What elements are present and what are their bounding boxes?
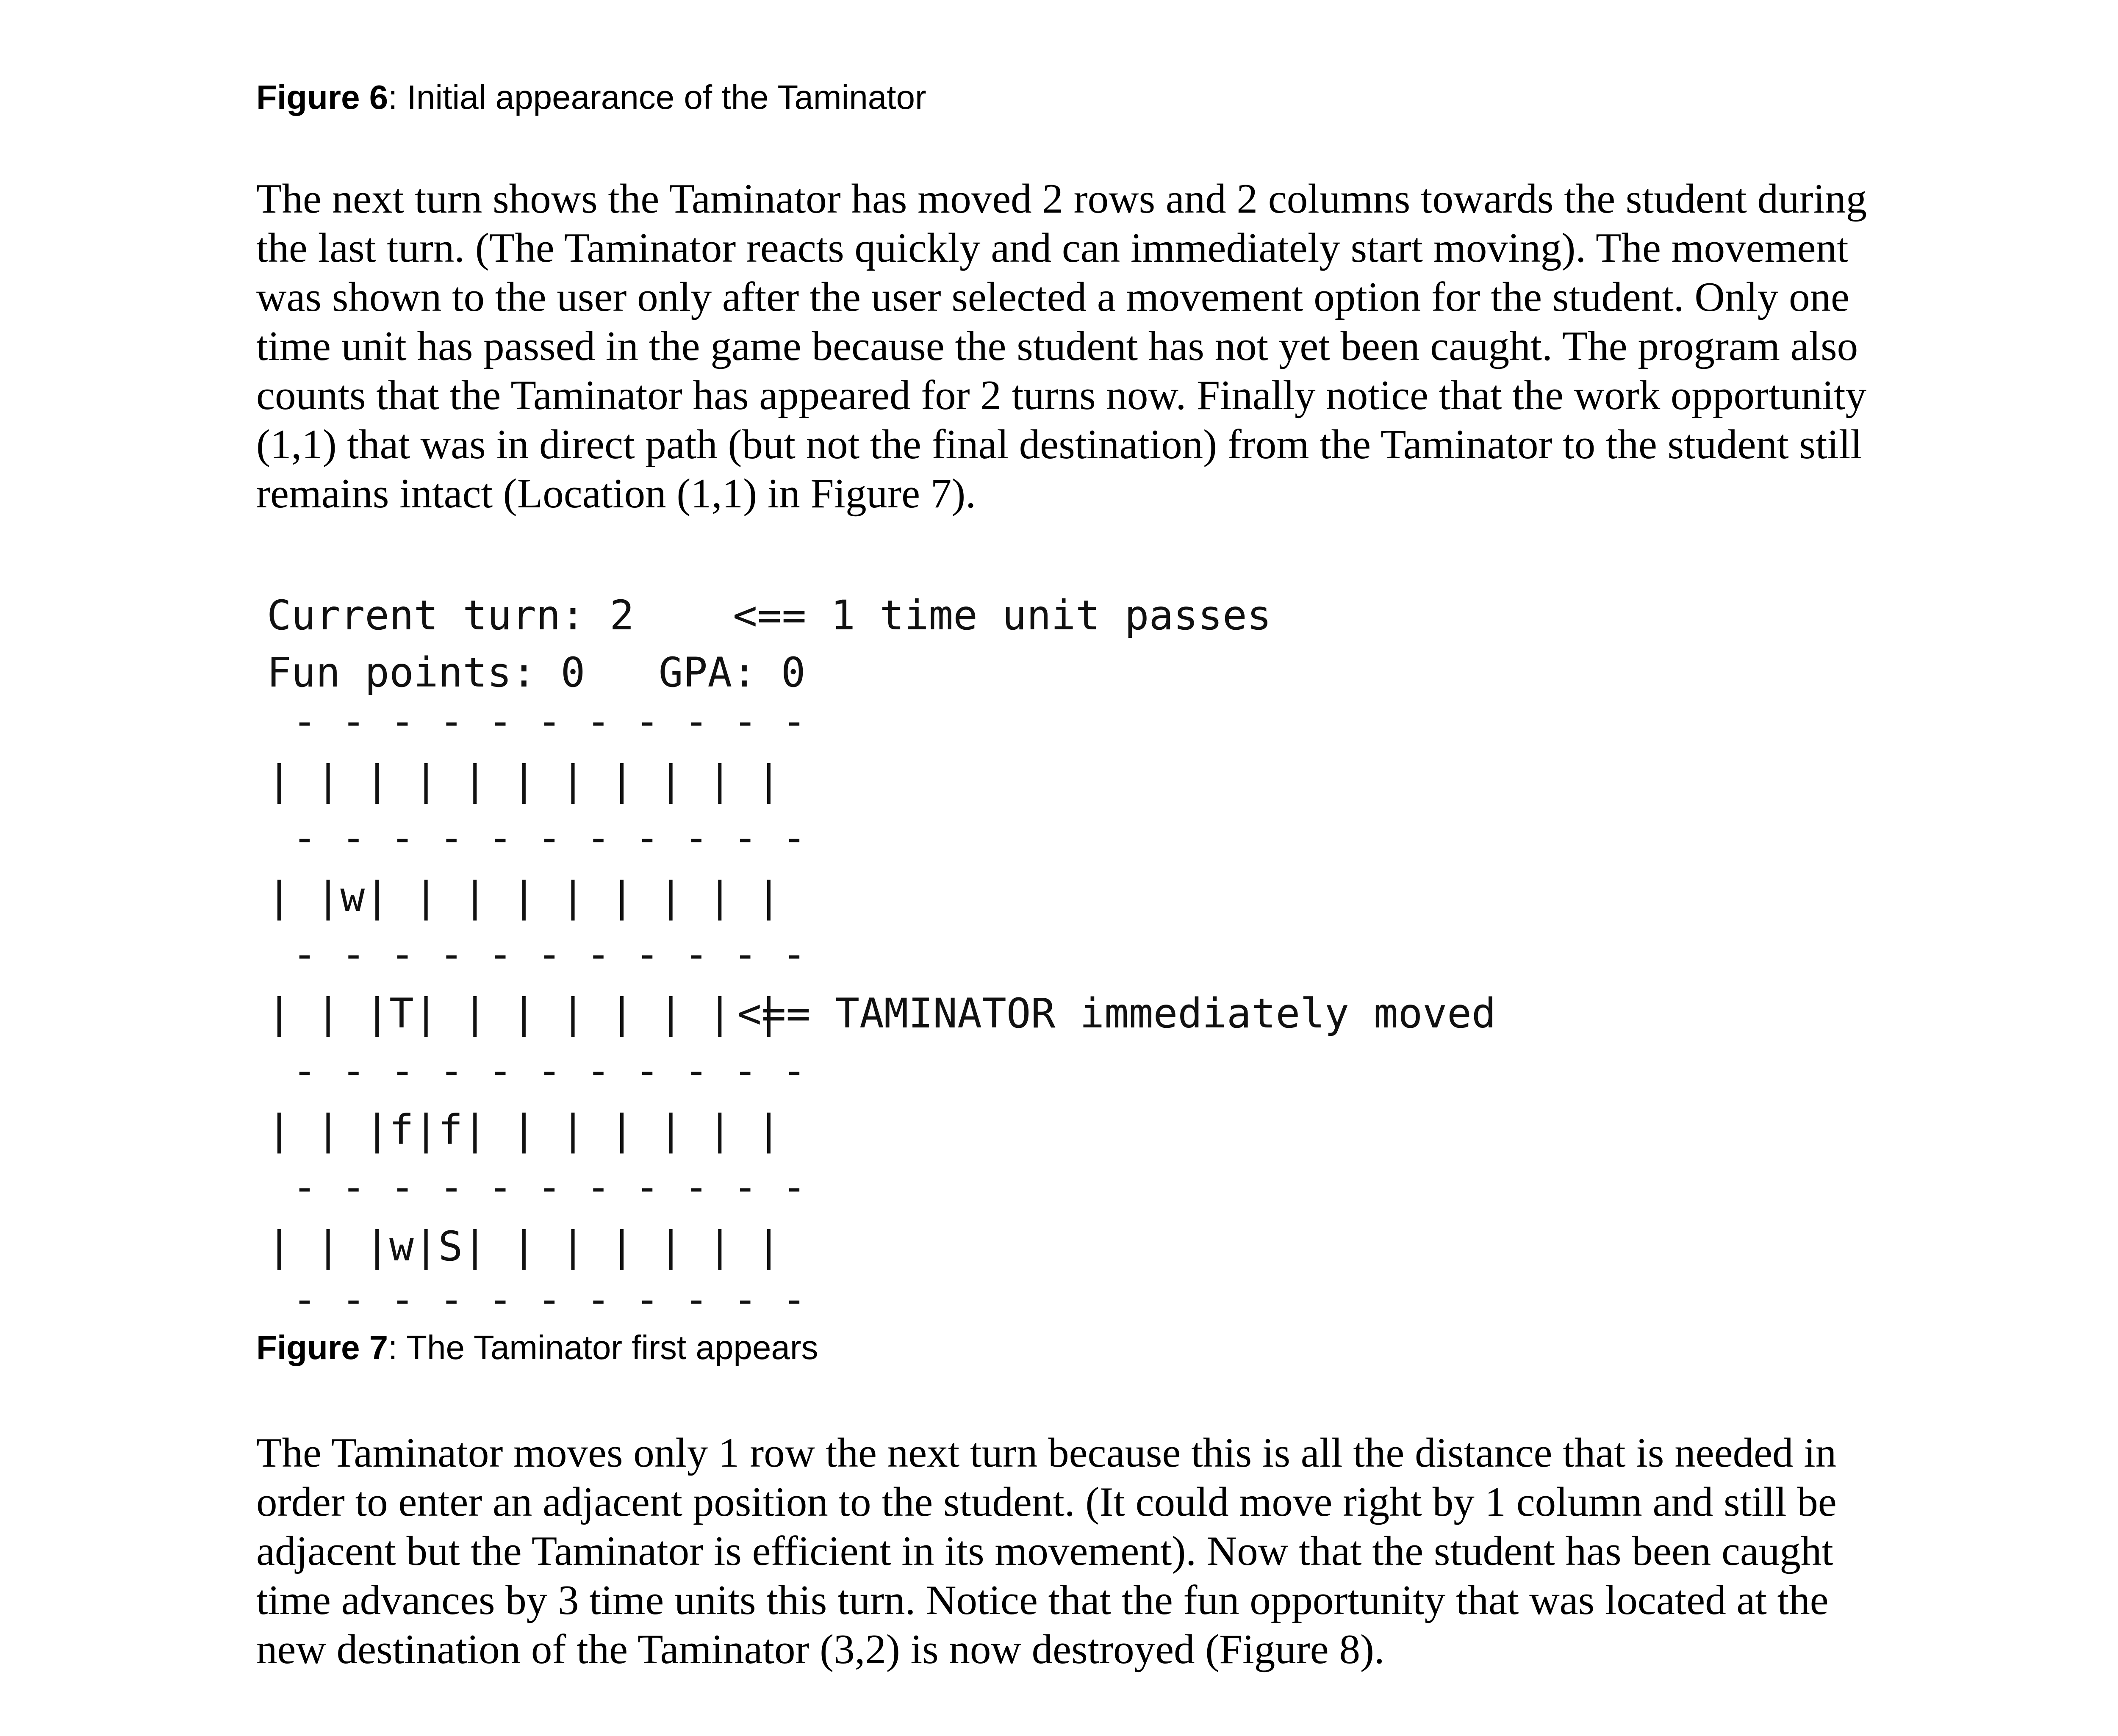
paragraph-line: The next turn shows the Taminator has moved 2 rows and 2 columns towards the student during <box>256 176 1867 222</box>
paragraph-line: counts that the Taminator has appeared for 2 turns now. Finally notice that the work opportunity <box>256 372 1866 418</box>
grid-separator: - - - - - - - - - - - <box>292 814 807 861</box>
grid-separator: - - - - - - - - - - - <box>292 1047 807 1094</box>
grid-row-1: | |w| | | | | | | | | <box>267 873 781 921</box>
paragraph-taminator-moved <box>256 174 1867 518</box>
grid-separator: - - - - - - - - - - - <box>292 930 807 978</box>
figure-7-text: : The Taminator first appears <box>388 1329 818 1366</box>
paragraph-line: the last turn. (The Taminator reacts quickly and can immediately start moving). The movement <box>256 225 1849 271</box>
paragraph-line: (1,1) that was in direct path (but not the final destination) from the Taminator to the student still <box>256 421 1862 468</box>
figure-6-text: : Initial appearance of the Taminator <box>388 78 926 116</box>
paragraph-line: remains intact (Location (1,1) in Figure 7). <box>256 471 976 517</box>
current-turn-line: Current turn: 2 <box>267 592 634 639</box>
figure-7-caption <box>256 1331 818 1365</box>
paragraph-line: order to enter an adjacent position to the student. (It could move right by 1 column and still be <box>256 1479 1837 1525</box>
paragraph-line: new destination of the Taminator (3,2) is now destroyed (Figure 8). <box>256 1626 1385 1672</box>
paragraph-line: was shown to the user only after the user selected a movement option for the student. Only one <box>256 274 1850 320</box>
grid-separator: - - - - - - - - - - - <box>292 1276 807 1323</box>
paragraph-line: The Taminator moves only 1 row the next turn because this is all the distance that is needed in <box>256 1430 1837 1476</box>
figure-7-label: Figure 7 <box>256 1329 388 1366</box>
stats-line: Fun points: 0 GPA: 0 <box>267 649 806 696</box>
grid-row-2: | | |T| | | | | | | | <box>267 990 781 1037</box>
grid-row-0: | | | | | | | | | | | <box>267 757 781 804</box>
grid-row-3: | | |f|f| | | | | | | <box>267 1106 781 1154</box>
grid-separator: - - - - - - - - - - - <box>292 1163 807 1211</box>
paragraph-student-caught <box>256 1429 1837 1674</box>
taminator-moved-note: <== TAMINATOR immediately moved <box>737 990 1496 1037</box>
console-output-figure <box>267 582 1496 1323</box>
paragraph-line: time advances by 3 time units this turn. Notice that the fun opportunity that was located at the <box>256 1577 1829 1623</box>
figure-6-caption <box>256 80 926 114</box>
grid-row-4: | | |w|S| | | | | | | <box>267 1223 781 1270</box>
paragraph-line: time unit has passed in the game because the student has not yet been caught. The program also <box>256 323 1858 369</box>
grid-separator: - - - - - - - - - - - <box>292 698 807 745</box>
time-unit-note: <== 1 time unit passes <box>733 592 1272 639</box>
figure-6-label: Figure 6 <box>256 78 388 116</box>
paragraph-line: adjacent but the Taminator is efficient in its movement). Now that the student has been caught <box>256 1528 1833 1574</box>
